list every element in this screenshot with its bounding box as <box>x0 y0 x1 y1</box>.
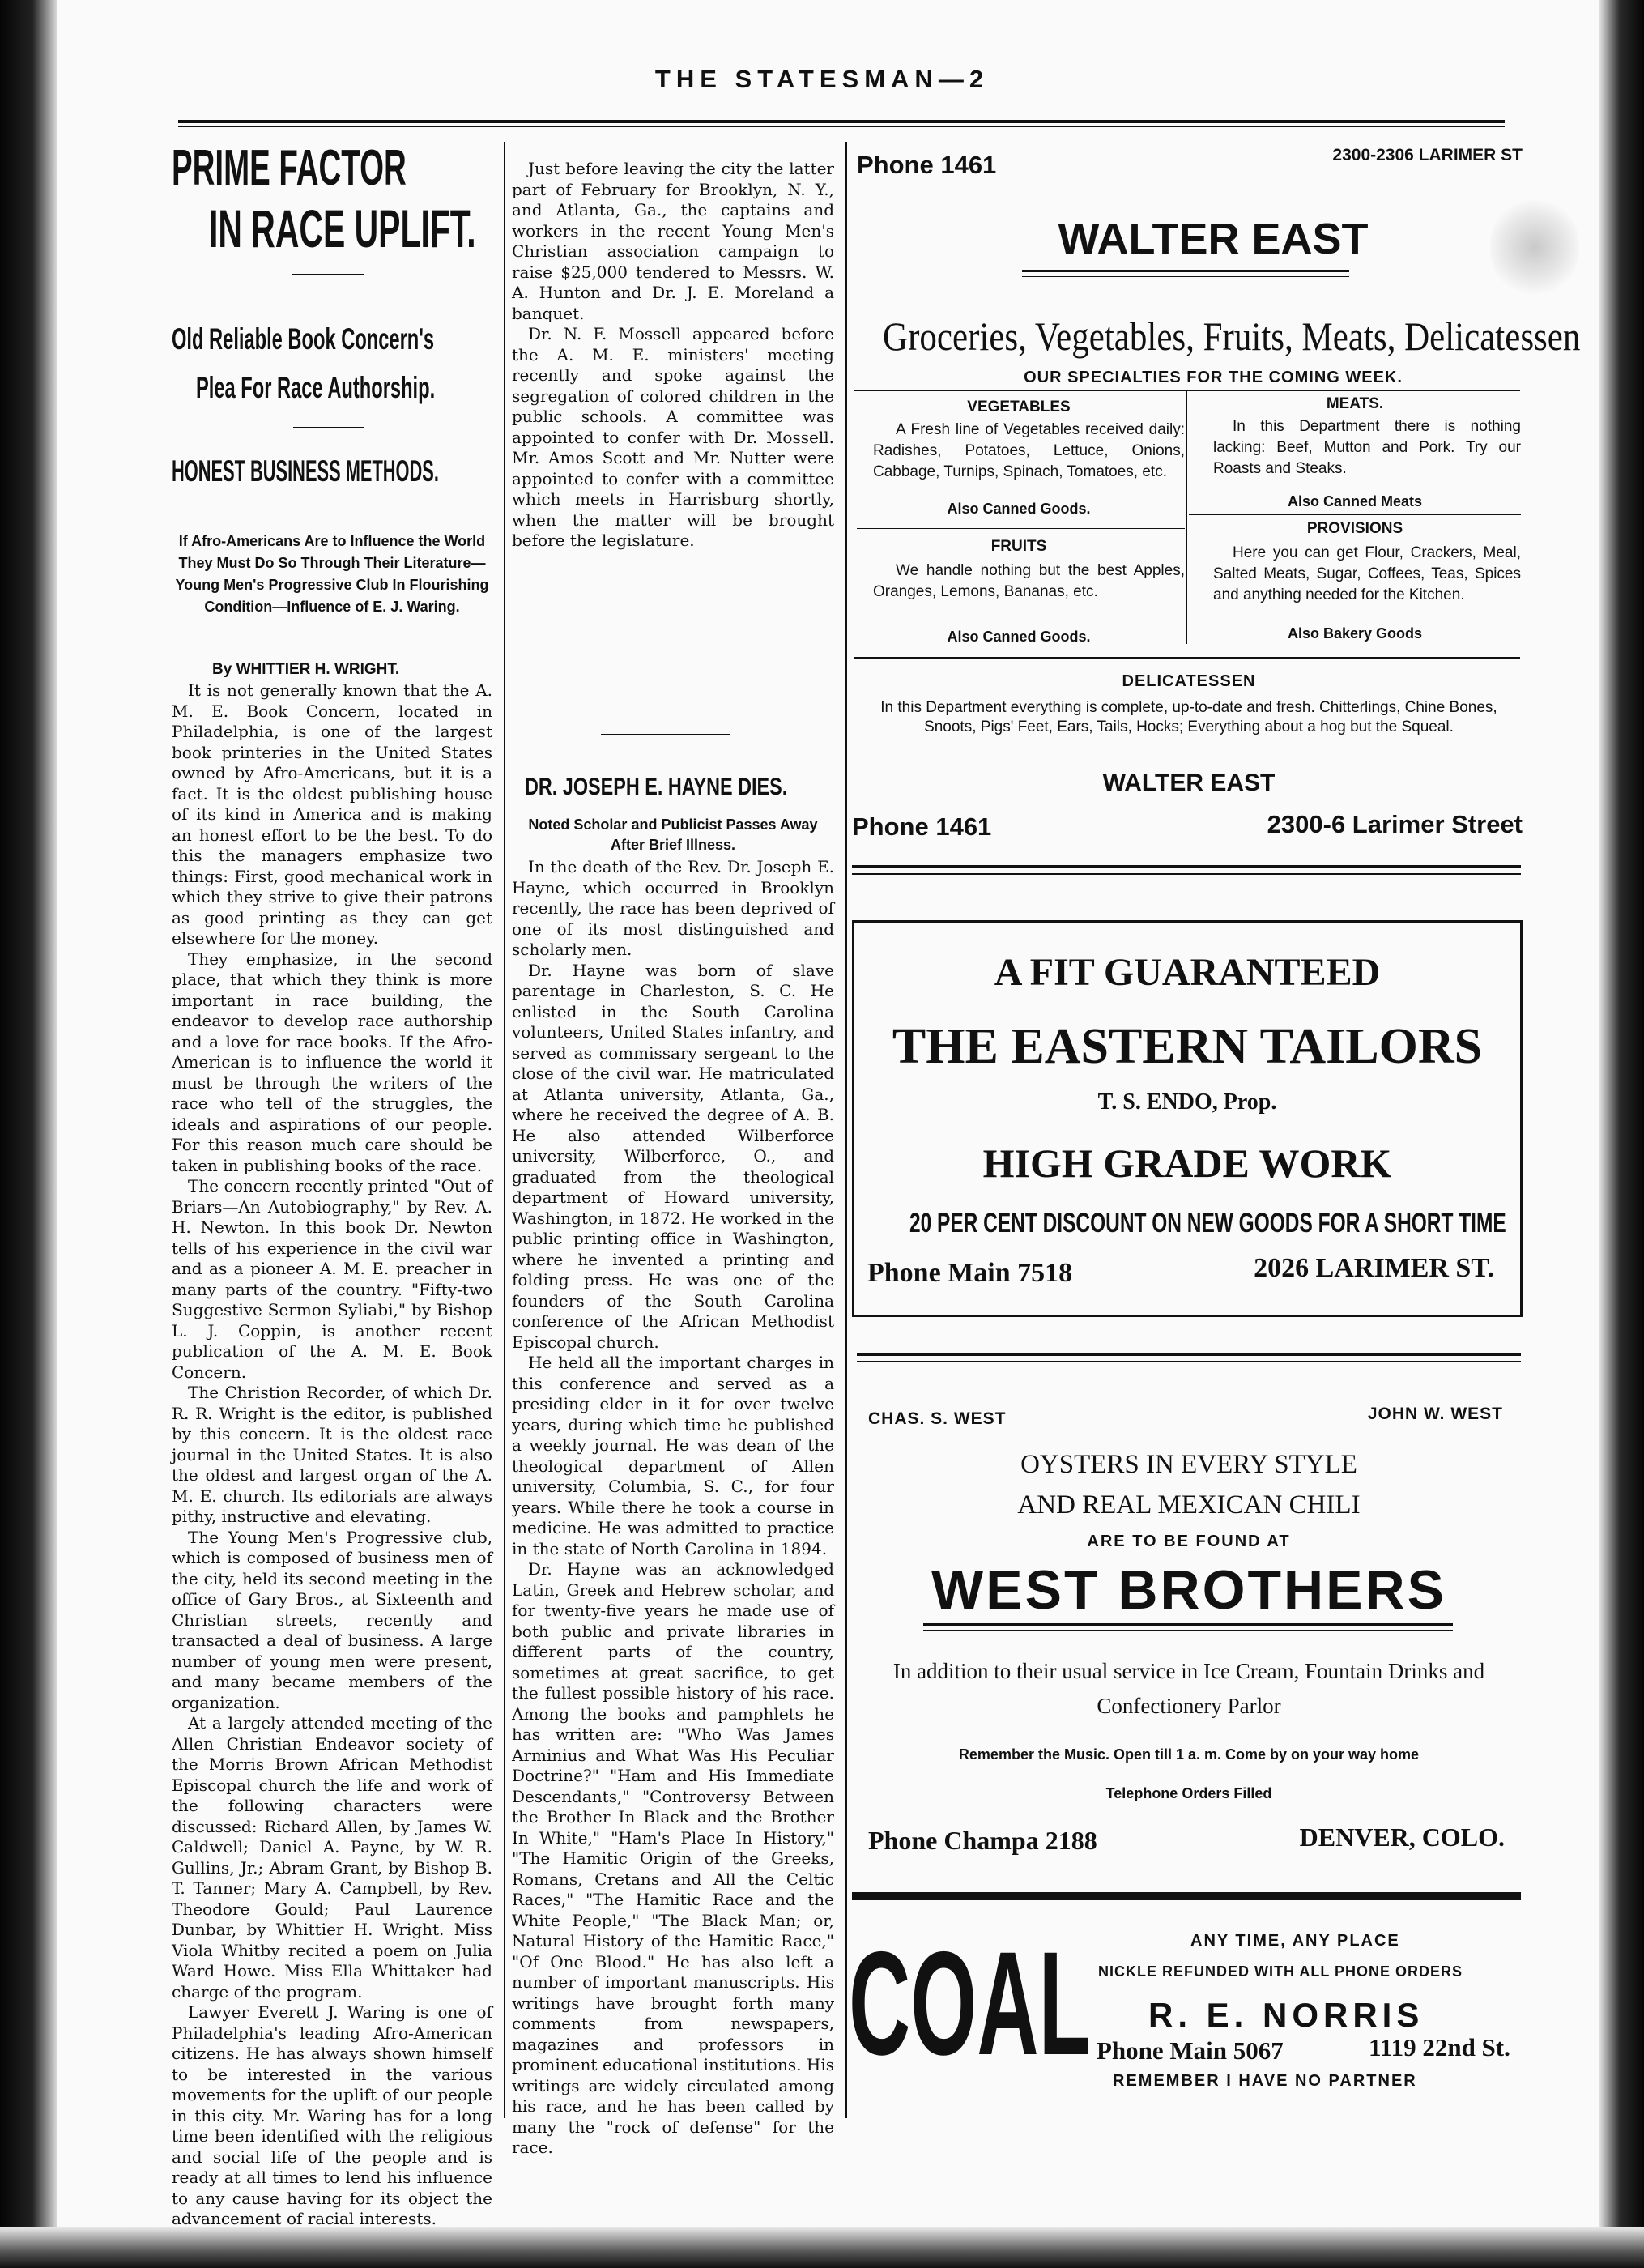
paragraph: They emphasize, in the second place, that which they think is more important in race building, the endeavor to develop race authorship and a love for race books. If the Afro-American is to influence the world it must be through the writers of the race who tell of the struggles, the ideals and aspirations of our people. For this reason much care should be taken in publishing books of the race. <box>172 949 492 1175</box>
scan-edge-left <box>0 0 57 2268</box>
summary: If Afro-Americans Are to Influence the World They Must Do So Through Their Literature—Young Men's Progressive Club In Flourishing Condition—Influence of E. J. Waring. <box>175 533 489 615</box>
ad-prop: T. S. ENDO, Prop. <box>1097 1089 1277 1115</box>
article-divider <box>601 734 730 735</box>
ad-phone: Phone Champa 2188 <box>868 1826 1097 1855</box>
ad-name: WEST BROTHERS <box>931 1559 1446 1621</box>
ad-line: ARE TO BE FOUND AT <box>1087 1533 1291 1550</box>
section-title: MEATS. <box>1326 395 1384 412</box>
headline: DR. JOSEPH E. HAYNE DIES. <box>525 774 788 800</box>
section-title: DELICATESSEN <box>1122 672 1256 690</box>
masthead: THE STATESMAN—2 <box>654 65 990 93</box>
paragraph: Dr. Hayne was an acknowledged Latin, Greek and Hebrew scholar, and for twenty-five years he made use of both public and private libraries in different parts of the country, sometimes at great sacrifice, to get the fullest possible history of his race. Among the books and pamphlets he has written are: "Who Was James Arminius and What Was His Peculiar Doctrine?" "Ham and His Immediate Descendants," "Controversy Between the Brother In Black and the Brother In White," "Ham's Place In History," "The Hamitic Origin of the Greeks, Romans, Cretans and All the Celtic Races," "The Hamitic Race and the White People," "The Black Man; or, Natural History of the Hamitic Race," "Of One Blood." He has also left a number of important manuscripts. His writings have brought forth many comments from newspapers, magazines and professors in prominent educational institutions. His writings are widely circulated among his race, and he has been called by many the "rock of defense" for the race. <box>512 1559 834 2157</box>
column-separator <box>845 142 847 2118</box>
ad-line: REMEMBER I HAVE NO PARTNER <box>1113 2072 1417 2090</box>
paragraph: The concern recently printed "Out of Briars—An Autobiography," by Rev. A. H. Newton. In this book Dr. Newton tells of his experience in the civil war and as a pioneer A. M. E. preacher in many parts of the country. "Fifty-two Suggestive Sermon Syliabi," by Bishop L. J. Coppin, is another recent publication of the A. M. E. Book Concern. <box>172 1176 492 1382</box>
ad-rule <box>857 1353 1521 1356</box>
owner-name: JOHN W. WEST <box>1367 1405 1503 1423</box>
byline: By WHITTIER H. WRIGHT. <box>212 661 400 678</box>
ad-line: A FIT GUARANTEED <box>994 951 1381 994</box>
ad-phone: Phone Main 5067 <box>1097 2036 1284 2065</box>
ad-rule <box>923 1630 1453 1631</box>
ad-name: WALTER EAST <box>1058 215 1369 263</box>
ad-rule <box>857 528 1185 529</box>
headline-divider <box>292 274 364 275</box>
ad-line: OYSTERS IN EVERY STYLE <box>1020 1450 1357 1479</box>
section-title: PROVISIONS <box>1306 520 1403 537</box>
ad-rule <box>852 873 1521 875</box>
paragraph: It is not generally known that the A. M. E. Book Concern, located in Philadelphia, is one of the largest book printeries in the United States owned by Afro-Americans, but it is a fact. It is the oldest publishing house of its kind in America and is making an honest effort to be the best. To do this the managers emphasize two things: First, good mechanical work in which they strive to give their patrons as good printing as they can get elsewhere for the money. <box>172 680 492 948</box>
paragraph: In the death of the Rev. Dr. Joseph E. Hayne, which occurred in Brooklyn recently, the race has been deprived of one of its most distinguished and scholarly men. <box>512 857 834 959</box>
deck: HONEST BUSINESS METHODS. <box>172 454 439 488</box>
article-body <box>172 680 492 2230</box>
headline: IN RACE UPLIFT. <box>209 198 476 258</box>
paragraph: The Young Men's Progressive club, which is composed of business men of the city, held its second meeting in the office of Gary Bros., at Sixteenth and Christian streets, recently and transacted a deal of business. A large number of young men were present, and many became members of the organization. <box>172 1527 492 1712</box>
section-text: A Fresh line of Vegetables received daily: Radishes, Potatoes, Lettuce, Onions, Cabbage, Turnips, Spinach, Tomatoes, etc. <box>873 421 1185 480</box>
deck: Old Reliable Book Concern's <box>172 322 435 356</box>
paragraph: Dr. Hayne was born of slave parentage in Charleston, S. C. He enlisted in the South Carolina volunteers, United States infantry, and served as commissary sergeant to the close of the civil war. He matriculated at Atlanta university, Atlanta, Ga., where he received the degree of A. B. He also attended Wilberforce university, Wilberforce, O., and graduated from the theological department of Howard university, Washington, in 1872. He worked in the public printing office in Washington, where he invented a printing and folding press. He was one of the founders of the South Carolina conference of the African Methodist Episcopal church. <box>512 960 834 1352</box>
ad-discount: 20 PER CENT DISCOUNT ON NEW GOODS FOR A SHORT TIME <box>909 1208 1506 1238</box>
ad-address: 1119 22nd St. <box>1369 2033 1510 2061</box>
scan-edge-bottom <box>0 2228 1644 2268</box>
deck: Plea For Race Authorship. <box>196 371 436 404</box>
ad-rule <box>857 1361 1521 1362</box>
deck-divider <box>293 427 364 428</box>
deck: Noted Scholar and Publicist Passes Away After Brief Illness. <box>528 816 818 853</box>
ad-name: R. E. NORRIS <box>1148 1996 1425 2034</box>
section-text: In this Department there is nothing lacking: Beef, Mutton and Pork. Try our Roasts and Steaks. <box>1213 418 1521 477</box>
ad-rule-heavy <box>852 1892 1521 1900</box>
ad-name: THE EASTERN TAILORS <box>892 1019 1483 1074</box>
masthead-rule <box>178 120 1505 123</box>
ad-work: HIGH GRADE WORK <box>982 1140 1392 1186</box>
ad-address: 2300-2306 LARIMER ST <box>1332 146 1523 164</box>
ad-address: 2026 LARIMER ST. <box>1254 1253 1494 1283</box>
ad-specialties: OUR SPECIALTIES FOR THE COMING WEEK. <box>1024 369 1403 386</box>
section-note: Also Canned Goods. <box>947 501 1091 517</box>
column-separator <box>504 142 505 2118</box>
ad-rule <box>1189 514 1521 515</box>
section-title: VEGETABLES <box>967 399 1071 416</box>
section-title: FRUITS <box>990 538 1047 555</box>
paragraph: Lawyer Everett J. Waring is one of Philadelphia's leading Afro-American citizens. He has always shown himself to be interested in the various movements for the uplift of our people in this city. Mr. Waring has for a long time been identified with the religious and social life of the people and is ready at all times to lend his influence to any cause having for its object the advancement of racial interests. <box>172 2002 492 2228</box>
ad-orders: Telephone Orders Filled <box>1105 1785 1272 1801</box>
paragraph: Dr. N. F. Mossell appeared before the A. M. E. ministers' meeting recently and spoke against the segregation of colored children in the public schools. A committee was appointed to confer with Dr. Mossell. Mr. Amos Scott and Mr. Nutter were appointed to confer with a committee which meets in Harrisburg shortly, when the matter will be brought before the legislature. <box>512 324 834 550</box>
paragraph: Just before leaving the city the latter part of February for Brooklyn, N. Y., and Atlanta, Ga., the captains and workers in the recent Young Men's Christian association campaign to raise $25,000 tendered to Messrs. W. A. Hunton and Dr. J. E. Moreland a banquet. <box>512 159 834 323</box>
section-note: Also Canned Meats <box>1287 493 1423 509</box>
ad-line: NICKLE REFUNDED WITH ALL PHONE ORDERS <box>1098 1963 1463 1980</box>
article-body <box>512 857 834 2159</box>
section-text: We handle nothing but the best Apples, Oranges, Lemons, Bananas, etc. <box>873 562 1185 600</box>
section-note: Also Bakery Goods <box>1287 625 1423 642</box>
headline: PRIME FACTOR <box>172 140 407 196</box>
ad-rule <box>1022 270 1349 272</box>
ad-phone-bottom: Phone 1461 <box>852 812 992 841</box>
section-note: Also Canned Goods. <box>947 629 1091 645</box>
owner-name: CHAS. S. WEST <box>868 1409 1007 1428</box>
ad-rule <box>854 390 1520 391</box>
ad-big: COAL <box>849 1921 1092 2086</box>
paragraph: At a largely attended meeting of the Allen Christian Endeavor society of the Morris Brown African Methodist Episcopal church the life and work of the following characters were discussed: Richard Allen, by James W. Caldwell; Daniel A. Payne, by W. R. Gullins, Jr.; Abram Grant, by Bishop B. T. Tanner; Mary A. Campbell, by Rev. Theodore Gould; Paul Laurence Dunbar, by Whittier H. Wright. Miss Viola Whitby recited a poem on Julia Ward Howe. Miss Ella Whittaker had charge of the program. <box>172 1713 492 2002</box>
ad-rule <box>1022 276 1349 277</box>
masthead-rule-thin <box>178 126 1505 127</box>
ad-name-bottom: WALTER EAST <box>1102 770 1276 796</box>
ad-rule <box>923 1623 1453 1626</box>
ad-music: Remember the Music. Open till 1 a. m. Come by on your way home <box>958 1746 1420 1763</box>
ad-phone: Phone 1461 <box>857 151 997 179</box>
ad-service: In addition to their usual service in Ice Cream, Fountain Drinks and Confectionery Parlor <box>892 1659 1485 1718</box>
ad-city: DENVER, COLO. <box>1299 1823 1505 1852</box>
section-text: Here you can get Flour, Crackers, Meal, Salted Meats, Sugar, Coffees, Teas, Spices and anything needed for the Kitchen. <box>1213 544 1521 603</box>
ad-line: ANY TIME, ANY PLACE <box>1190 1932 1400 1950</box>
section-text: In this Department everything is complete, up-to-date and fresh. Chitterlings, Chine Bones, Snoots, Pigs' Feet, Ears, Tails, Hocks; Everything about a hog but the Squeal. <box>880 699 1497 735</box>
ad-rule <box>854 657 1520 659</box>
ad-phone: Phone Main 7518 <box>867 1258 1073 1288</box>
ad-rule <box>1186 391 1187 644</box>
paragraph: He held all the important charges in this conference and served as a presiding elder in it for over twelve years, during which time he published a weekly journal. He was dean of the theological department of Allen university, Columbia, S. C., for four years. While there he took a course in medicine. He was admitted to practice in the state of North Carolina in 1894. <box>512 1353 834 1558</box>
ad-tagline: Groceries, Vegetables, Fruits, Meats, Delicatessen <box>883 313 1581 359</box>
ad-line: AND REAL MEXICAN CHILI <box>1017 1490 1361 1520</box>
ad-rule <box>852 865 1521 868</box>
paragraph: The Christion Recorder, of which Dr. R. R. Wright is the editor, is published by this concern. It is the oldest race journal in the United States. It is also the oldest and largest organ of the A. M. E. church. Its editorials are always pithy, instructive and elevating. <box>172 1383 492 1526</box>
article-body-continued <box>512 159 834 552</box>
ad-address-bottom: 2300-6 Larimer Street <box>1267 810 1523 838</box>
ad-eastern-tailors <box>852 920 1523 1317</box>
